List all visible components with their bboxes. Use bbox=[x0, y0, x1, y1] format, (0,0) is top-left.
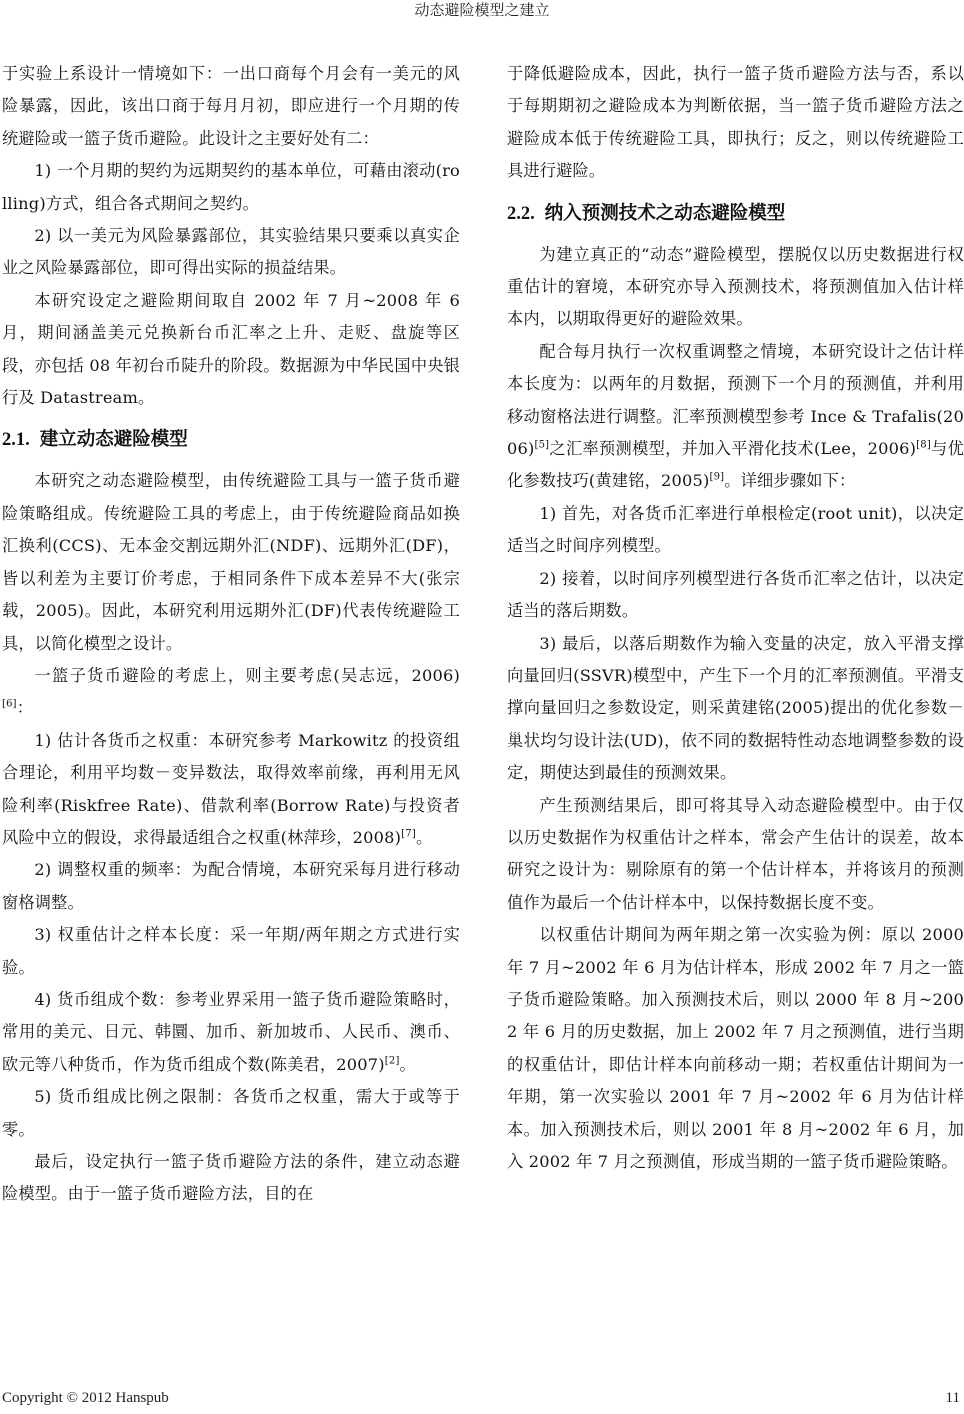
paragraph: 于降低避险成本，因此，执行一篮子货币避险方法与否，系以于每期期初之避险成本为判断依据，当一篮子货币避险方法之避险成本低于传统避险工具，即执行；反之，则以传统避险工具进行避险。 bbox=[507, 64, 964, 181]
copyright-notice: Copyright © 2012 Hanspub bbox=[2, 1390, 169, 1406]
section-heading-2-1 bbox=[2, 427, 460, 453]
citation-ref: [5] bbox=[534, 439, 550, 451]
paragraph-text: 配合每月执行一次权重调整之情境，本研究设计之估计样本长度为：以两年的月数据，预测下一个月的预测值，并利用移动窗格法进行调整。汇率预测模型参考 Ince & Trafalis(2006) bbox=[507, 341, 964, 459]
paragraph bbox=[2, 660, 460, 725]
punctuation: 。 bbox=[399, 1054, 416, 1074]
citation-ref: [9] bbox=[709, 472, 725, 484]
section-heading-2-2 bbox=[507, 201, 964, 227]
list-item bbox=[2, 725, 460, 855]
citation-ref: [6] bbox=[2, 698, 17, 710]
paragraph: 以权重估计期间为两年期之第一次实验为例：原以 2000 年 7 月~2002 年 6 月为估计样本，形成 2002 年 7 月之一篮子货币避险策略。加入预测技术后，则以 2000 年 8 月~2002 年 6 月的历史数据，加上 2002 年 7 月之预测值，进行当期的权重估计，即估计样本向前移动一期；若权重估计期间为一年期，第一次实验以 2001 年 7 月~2002 年 6 月为估计样本。加入预测技术后，则以 2001 年 8 月~2002 年 6 月，加入 2002 年 7 月之预测值，形成当期的一篮子货币避险策略。 bbox=[507, 925, 964, 1171]
paragraph: 本研究设定之避险期间取自 2002 年 7 月~2008 年 6 月，期间涵盖美元兑换新台币汇率之上升、走贬、盘旋等区段，亦包括 08 年初台币陡升的阶段。数据源为中华民国中央银行及 Datastream。 bbox=[2, 290, 460, 408]
paragraph-text: 与优化参数技巧(黄建铭，2005) bbox=[507, 439, 964, 491]
section-number: 2.2. bbox=[507, 203, 535, 224]
paragraph: 最后，设定执行一篮子货币避险方法的条件，建立动态避险模型。由于一篮子货币避险方法，目的在 bbox=[2, 1152, 460, 1204]
list-item: 1) 首先，对各货币汇率进行单根检定(root unit)，以决定适当之时间序列模型。 bbox=[507, 503, 964, 556]
running-title: 动态避险模型之建立 bbox=[414, 1, 550, 19]
paragraph-text: 1) 估计各货币之权重：本研究参考 Markowitz 的投资组合理论，利用平均数－变异数法，取得效率前缘，再利用无风险利率(Riskfree Rate)、借款利率(Borrow Rate)与投资者风险中立的假设，求得最适组合之权重(林萍珍，2008) bbox=[2, 730, 460, 847]
paragraph: 于实验上系设计一情境如下：一出口商每个月会有一美元的风险暴露，因此，该出口商于每月月初，即应进行一个月期的传统避险或一篮子货币避险。此设计之主要好处有二： bbox=[2, 64, 460, 148]
section-number: 2.1. bbox=[2, 430, 30, 451]
citation-ref: [8] bbox=[916, 439, 931, 451]
list-item bbox=[2, 984, 460, 1081]
citation-ref: [7] bbox=[401, 828, 416, 840]
paragraph: 为建立真正的“动态”避险模型，摆脱仅以历史数据进行权重估计的窘境，本研究亦导入预测技术，将预测值加入估计样本内，以期取得更好的避险效果。 bbox=[507, 244, 964, 329]
list-item: 3) 最后，以落后期数作为输入变量的决定，放入平滑支撑向量回归(SSVR)模型中，产生下一个月的汇率预测值。平滑支撑向量回归之参数设定，则采黄建铭(2005)提出的优化参数－巢状均匀设计法(UD)，依不同的数据特性动态地调整参数的设定，期使达到最佳的预测效果。 bbox=[507, 633, 964, 783]
list-item: 2) 接着，以时间序列模型进行各货币汇率之估计，以决定适当的落后期数。 bbox=[507, 568, 964, 621]
paragraph: 产生预测结果后，即可将其导入动态避险模型中。由于仅以历史数据作为权重估计之样本，常会产生估计的误差，故本研究之设计为：剔除原有的第一个估计样本，并将该月的预测值作为最后一个估计样本中，以保持数据长度不变。 bbox=[507, 795, 964, 912]
punctuation: ： bbox=[16, 698, 34, 718]
paragraph-text: 之汇率预测模型，并加入平滑化技术(Lee，2006) bbox=[549, 439, 917, 459]
list-item: 1) 一个月期的契约为远期契约的基本单位，可藉由滚动(rolling)方式，组合各式期间之契约。 bbox=[2, 161, 460, 213]
section-title: 纳入预测技术之动态避险模型 bbox=[544, 202, 786, 224]
paragraph-text: 一篮子货币避险的考虑上，则主要考虑(吴志远，2006) bbox=[34, 665, 460, 685]
paragraph: 本研究之动态避险模型，由传统避险工具与一篮子货币避险策略组成。传统避险工具的考虑上，由于传统避险商品如换汇换利(CCS)、无本金交割远期外汇(NDF)、远期外汇(DF)，皆以利差为主要订价考虑，于相同条件下成本差异不大(张宗载，2005)。因此，本研究利用远期外汇(DF)代表传统避险工具，以简化模型之设计。 bbox=[2, 471, 460, 653]
right-column bbox=[507, 58, 964, 1178]
list-item: 2) 以一美元为风险暴露部位，其实验结果只要乘以真实企业之风险暴露部位，即可得出实际的损益结果。 bbox=[2, 226, 460, 278]
left-column bbox=[2, 58, 460, 1211]
page-number: 11 bbox=[945, 1390, 960, 1406]
paragraph bbox=[507, 336, 964, 498]
list-item: 5) 货币组成比例之限制：各货币之权重，需大于或等于零。 bbox=[2, 1087, 460, 1139]
list-item: 2) 调整权重的频率：为配合情境，本研究采每月进行移动窗格调整。 bbox=[2, 860, 460, 912]
paragraph-text: 4) 货币组成个数：参考业界采用一篮子货币避险策略时，常用的美元、日元、韩圜、加币、新加坡币、人民币、澳币、欧元等八种货币，作为货币组成个数(陈美君，2007) bbox=[2, 989, 460, 1074]
running-header bbox=[0, 0, 964, 20]
punctuation: 。 bbox=[415, 827, 433, 847]
paragraph-text: 。详细步骤如下： bbox=[724, 471, 856, 491]
citation-ref: [2] bbox=[384, 1055, 400, 1067]
list-item: 3) 权重估计之样本长度：采一年期/两年期之方式进行实验。 bbox=[2, 925, 460, 977]
section-title: 建立动态避险模型 bbox=[39, 429, 188, 451]
